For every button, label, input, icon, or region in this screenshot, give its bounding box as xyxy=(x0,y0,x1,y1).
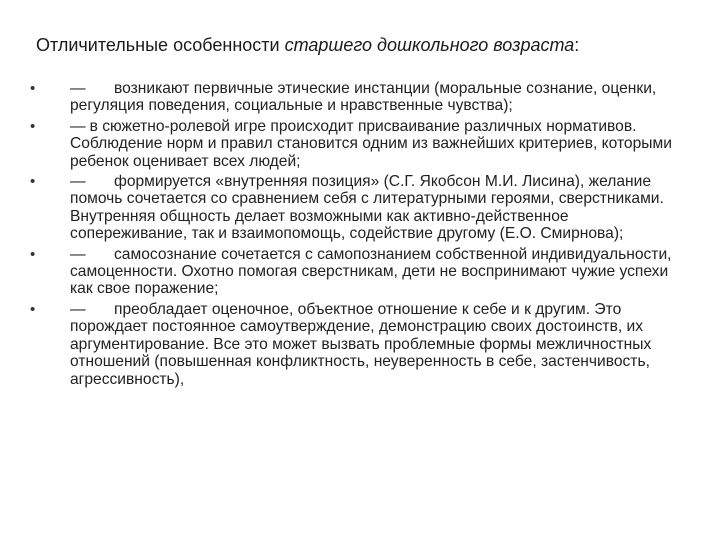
dash-mark: — xyxy=(70,300,86,318)
bullet-dot-icon: • xyxy=(30,245,36,263)
bullet-item xyxy=(30,246,690,298)
dash-mark: — xyxy=(70,245,86,263)
dash-mark: — xyxy=(70,117,86,135)
bullet-item xyxy=(30,301,690,388)
slide-title xyxy=(36,33,696,57)
dash-mark: — xyxy=(70,80,86,97)
bullet-text: в сюжетно-ролевой игре происходит присваивание различных нормативов. Соблюдение норм и правил становится одним из важнейших критериев, которыми ребенок оценивает всех людей; xyxy=(70,117,672,170)
dash-mark: — xyxy=(70,173,86,191)
bullet-dot-icon: • xyxy=(30,80,36,97)
bullet-item xyxy=(30,173,690,243)
bullet-text: возникают первичные этические инстанции (моральные сознание, оценки, регуляция поведения, социальные и нравственные чувства); xyxy=(70,80,657,115)
bullet-list xyxy=(30,80,690,388)
bullet-text: самосознание сочетается с самопознанием собственной индивидуальности, самоценности. Охотно помогая сверстникам, дети не воспринимают чужие успехи как свое поражение; xyxy=(70,245,672,298)
bullet-item xyxy=(30,118,690,170)
bullet-text: формируется «внутренняя позиция» (С.Г. Якобсон М.И. Лисина), желание помочь сочетается со сравнением себя с литературными героями, сверстниками. Внутренняя общность делает возможными как активно-действенное сопереживание, так и взаимопомощь, содействие другому (Е.О. Смирнова); xyxy=(70,173,664,243)
bullet-text: преобладает оценочное, объектное отношение к себе и к другим. Это порождает постоянное самоутверждение, демонстрацию своих достоинств, их аргументирование. Все это может вызвать проблемные формы межличностных отношений (повышенная конфликтность, неуверенность в себе, застенчивость, агрессивность), xyxy=(70,300,652,388)
title-prefix: Отличительные особенности xyxy=(36,35,285,55)
bullet-item xyxy=(30,80,690,115)
bullet-dot-icon: • xyxy=(30,117,36,135)
title-emphasis: старшего дошкольного возраста xyxy=(284,35,575,55)
title-suffix: : xyxy=(574,35,580,55)
bullet-dot-icon: • xyxy=(30,300,36,318)
bullet-dot-icon: • xyxy=(30,173,36,191)
